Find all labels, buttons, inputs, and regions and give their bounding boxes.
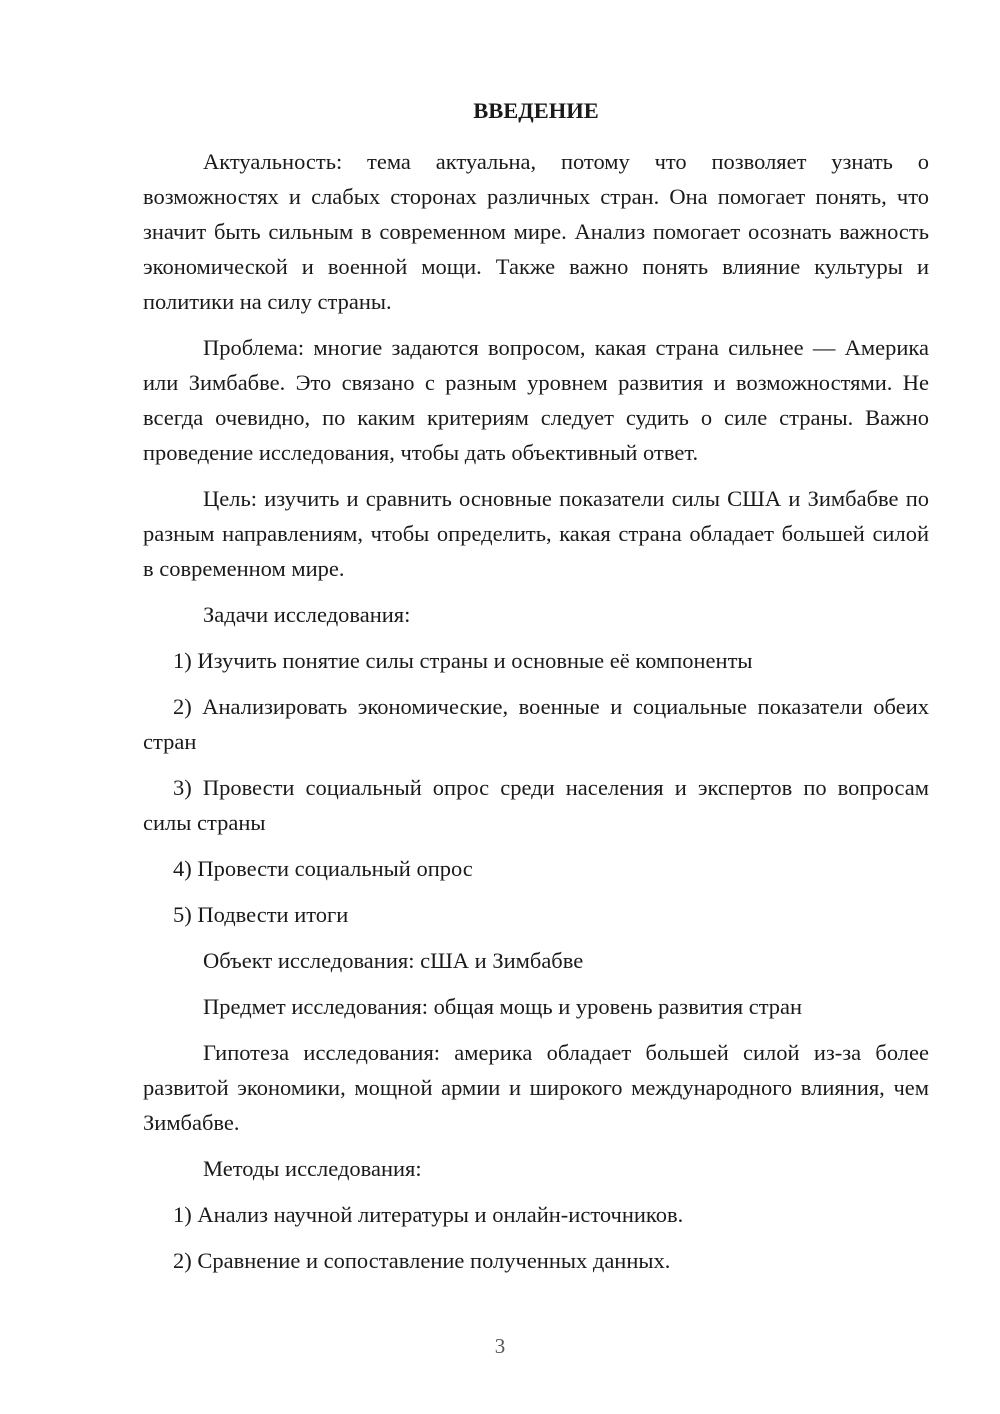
page-number: 3 <box>494 1334 506 1358</box>
method-item-1: 1) Анализ научной литературы и онлайн-источников. <box>173 1202 684 1227</box>
goal-paragraph: Цель: изучить и сравнить основные показатели силы США и Зимбабве по разным направлениям, чтобы определить, какая страна обладает большей силой в современном мире. <box>143 486 929 581</box>
relevance-paragraph: Актуальность: тема актуальна, потому что позволяет узнать о возможностях и слабых сторонах различных стран. Она помогает понять, что значит быть сильным в современном мире. Анализ помогает осознать важность экономической и военной мощи. Также важно понять влияние культуры и политики на силу страны. <box>143 149 929 314</box>
section-title: ВВЕДЕНИЕ <box>473 98 599 123</box>
hypothesis-paragraph: Гипотеза исследования: америка обладает большей силой из-за более развитой экономики, мощной армии и широкого международного влияния, чем Зимбабве. <box>143 1040 929 1135</box>
task-item-1: 1) Изучить понятие силы страны и основные её компоненты <box>173 648 753 673</box>
document-page <box>143 93 929 1289</box>
problem-paragraph: Проблема: многие задаются вопросом, какая страна сильнее — Америка или Зимбабве. Это связано с разным уровнем развития и возможностями. Не всегда очевидно, по каким критериям следует судить о силе страны. Важно проведение исследования, чтобы дать объективный ответ. <box>143 335 929 465</box>
research-subject: Предмет исследования: общая мощь и уровень развития стран <box>203 994 803 1019</box>
task-item-2: 2) Анализировать экономические, военные и социальные показатели обеих стран <box>143 694 929 754</box>
task-item-5: 5) Подвести итоги <box>173 902 349 927</box>
task-item-4: 4) Провести социальный опрос <box>173 856 473 881</box>
methods-heading: Методы исследования: <box>203 1156 422 1181</box>
tasks-heading: Задачи исследования: <box>203 602 411 627</box>
method-item-2: 2) Сравнение и сопоставление полученных данных. <box>173 1248 671 1273</box>
research-object: Объект исследования: сША и Зимбабве <box>203 948 584 973</box>
task-item-3: 3) Провести социальный опрос среди населения и экспертов по вопросам силы страны <box>143 775 929 835</box>
